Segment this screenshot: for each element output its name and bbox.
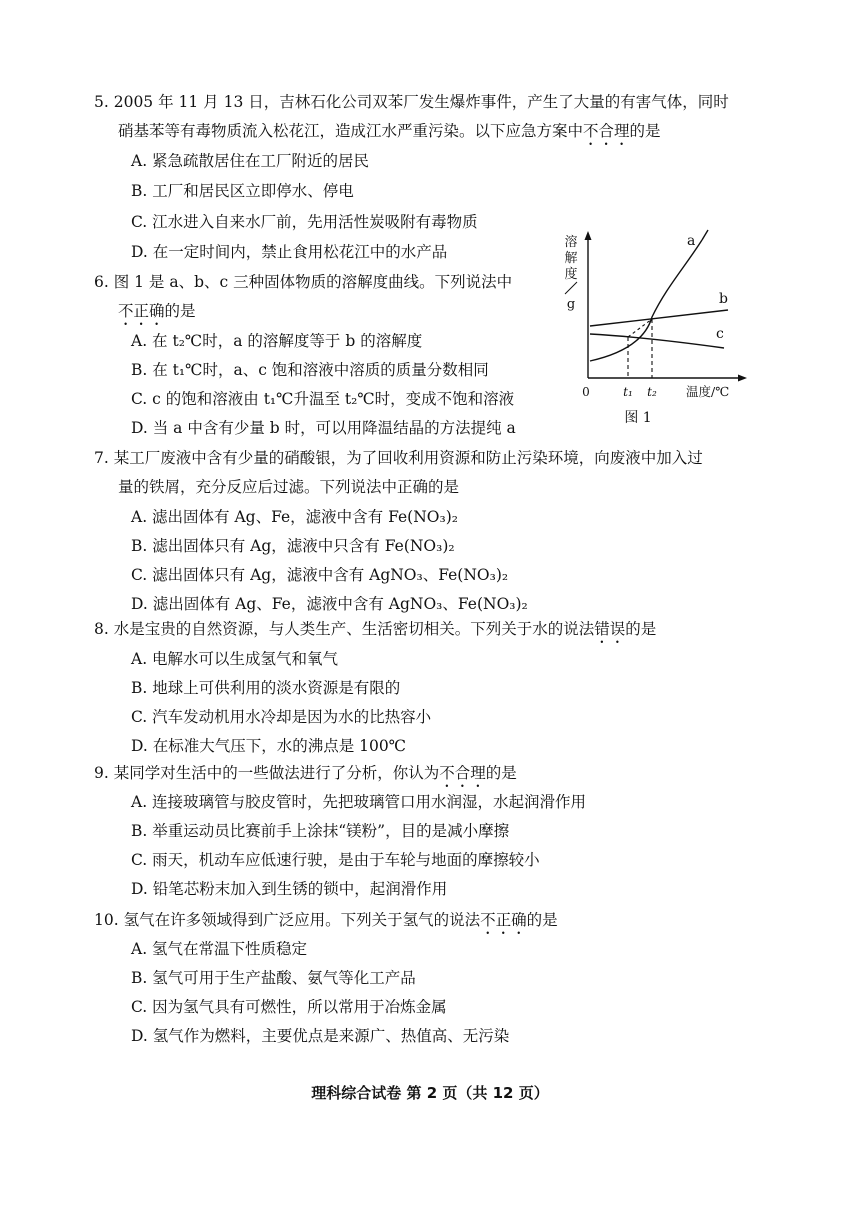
q5-stem-line1: 5. 2005 年 11 月 13 日，吉林石化公司双苯厂发生爆炸事件，产生了大量的有害气体，同时 (94, 93, 729, 111)
q5-emphasis: 不合理 (583, 122, 630, 140)
q6-option-d: D. 当 a 中含有少量 b 时，可以用降温结晶的方法提纯 a (131, 419, 516, 437)
q6-emphasis: 不正确 (118, 302, 165, 320)
ylabel-char-2: 解 (564, 251, 578, 266)
solubility-graph (556, 228, 756, 438)
q7-option-b: B. 滤出固体只有 Ag，滤液中只含有 Fe(NO₃)₂ (131, 537, 455, 555)
q9-option-a: A. 连接玻璃管与胶皮管时，先把玻璃管口用水润湿，水起润滑作用 (131, 793, 587, 811)
curve-a-label: a (687, 233, 696, 249)
q6-option-b: B. 在 t₁℃时，a、c 饱和溶液中溶质的质量分数相同 (131, 361, 489, 379)
q7-option-d: D. 滤出固体有 Ag、Fe，滤液中含有 AgNO₃、Fe(NO₃)₂ (131, 595, 528, 613)
q8-option-d: D. 在标准大气压下，水的沸点是 100℃ (131, 737, 407, 755)
curve-c-label: c (716, 326, 724, 342)
curve-b-label: b (719, 291, 728, 307)
q5-stem-line2 (118, 117, 661, 149)
q10-emphasis: 不正确 (480, 911, 527, 929)
q8-stem-tail: 的是 (625, 620, 657, 638)
ylabel-char-3: 度 (564, 267, 578, 282)
q5-option-c: C. 江水进入自来水厂前，先用活性炭吸附有毒物质 (131, 213, 478, 231)
q7-option-a: A. 滤出固体有 Ag、Fe，滤液中含有 Fe(NO₃)₂ (131, 508, 458, 526)
q10-stem-text: 10. 氢气在许多领域得到广泛应用。下列关于氢气的说法 (94, 911, 481, 929)
q7-stem-line2: 量的铁屑，充分反应后过滤。下列说法中正确的是 (118, 478, 460, 496)
q5-stem-text: 硝基苯等有毒物质流入松花江，造成江水严重污染。以下应急方案中 (118, 122, 584, 140)
q8-option-a: A. 电解水可以生成氢气和氧气 (131, 650, 339, 668)
q9-option-b: B. 举重运动员比赛前手上涂抹“镁粉”，目的是减小摩擦 (131, 822, 510, 840)
q7-option-c: C. 滤出固体只有 Ag，滤液中含有 AgNO₃、Fe(NO₃)₂ (131, 566, 509, 584)
ylabel-slash (565, 282, 577, 294)
y-axis-arrow (585, 231, 592, 240)
q8-stem-text: 8. 水是宝贵的自然资源，与人类生产、生活密切相关。下列关于水的说法 (94, 620, 595, 638)
t1-label: t₁ (623, 385, 633, 399)
q6-option-c: C. c 的饱和溶液由 t₁℃升温至 t₂℃时，变成不饱和溶液 (131, 390, 515, 408)
q7-stem-line1: 7. 某工厂废液中含有少量的硝酸银，为了回收利用资源和防止污染环境，向废液中加入过 (94, 449, 703, 467)
q9-emphasis: 不合理 (439, 764, 486, 782)
q5-stem-tail: 的是 (629, 122, 661, 140)
xaxis-label: 温度/℃ (686, 384, 730, 399)
q6-stem-line1: 6. 图 1 是 a、b、c 三种固体物质的溶解度曲线。下列说法中 (94, 273, 513, 291)
q10-option-c: C. 因为氢气具有可燃性，所以常用于冶炼金属 (131, 998, 447, 1016)
q9-stem-tail: 的是 (485, 764, 517, 782)
q5-option-d: D. 在一定时间内，禁止食用松花江中的水产品 (131, 243, 448, 261)
q8-option-c: C. 汽车发动机用水冷却是因为水的比热容小 (131, 708, 432, 726)
ylabel-char-4: g (566, 297, 576, 312)
q6-stem-tail: 的是 (164, 302, 196, 320)
figure-caption: 图 1 (624, 410, 652, 426)
q10-option-d: D. 氢气作为燃料，主要优点是来源广、热值高、无污染 (131, 1027, 510, 1045)
q10-option-a: A. 氢气在常温下性质稳定 (131, 940, 308, 958)
curve-b (590, 310, 728, 326)
ylabel-char-1: 溶 (564, 235, 578, 250)
q9-stem-text: 9. 某同学对生活中的一些做法进行了分析，你认为 (94, 764, 440, 782)
q9-option-d: D. 铅笔芯粉末加入到生锈的锁中，起润滑作用 (131, 880, 448, 898)
q10-option-b: B. 氢气可用于生产盐酸、氨气等化工产品 (131, 969, 416, 987)
q8-stem-line1 (94, 615, 656, 647)
origin-label: 0 (582, 385, 590, 399)
q10-stem-line1 (94, 906, 558, 938)
q9-stem-line1 (94, 759, 517, 791)
q10-stem-tail: 的是 (526, 911, 558, 929)
curve-c (590, 334, 724, 348)
curve-a-end (702, 230, 708, 240)
q8-option-b: B. 地球上可供利用的淡水资源是有限的 (131, 679, 401, 697)
q9-option-c: C. 雨天，机动车应低速行驶，是由于车轮与地面的摩擦较小 (131, 851, 540, 869)
q6-stem-line2 (118, 297, 196, 329)
q5-option-a: A. 紧急疏散居住在工厂附近的居民 (131, 152, 370, 170)
q5-option-b: B. 工厂和居民区立即停水、停电 (131, 182, 354, 200)
page-footer: 理科综合试卷 第 2 页（共 12 页） (311, 1084, 549, 1102)
q6-option-a: A. 在 t₂℃时，a 的溶解度等于 b 的溶解度 (131, 332, 423, 350)
t2-label: t₂ (647, 385, 657, 399)
q8-emphasis: 错误 (594, 620, 626, 638)
x-axis-arrow (738, 375, 747, 382)
